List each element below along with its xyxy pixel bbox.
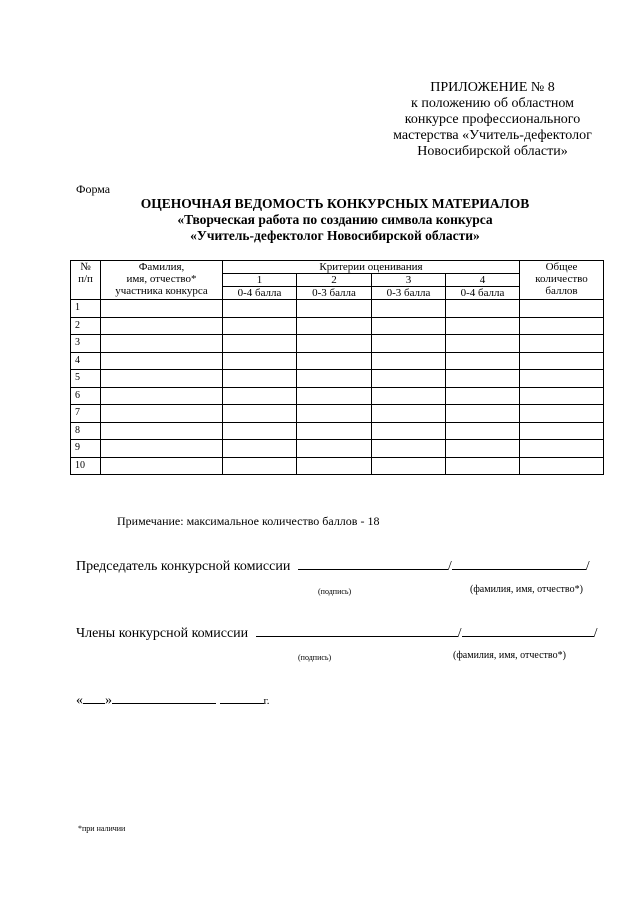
header-participant	[101, 261, 223, 300]
table-cell[interactable]	[520, 335, 604, 353]
table-cell[interactable]	[101, 370, 223, 388]
table-row	[71, 440, 604, 458]
row-number: 5	[71, 370, 101, 388]
table-cell[interactable]	[520, 370, 604, 388]
appendix-line: к положению об областном	[411, 96, 574, 111]
criterion-number: 2	[297, 274, 372, 287]
table-cell[interactable]	[520, 405, 604, 423]
chairman-name-field[interactable]	[452, 556, 586, 570]
appendix-heading	[370, 80, 615, 160]
row-number: 8	[71, 422, 101, 440]
title-line: «Творческая работа по созданию символа конкурса	[177, 212, 493, 227]
table-cell[interactable]	[223, 300, 297, 318]
row-number: 9	[71, 440, 101, 458]
chairman-separator-end: /	[585, 559, 590, 574]
table-cell[interactable]	[446, 387, 520, 405]
table-cell[interactable]	[372, 317, 446, 335]
members-separator: /	[457, 626, 462, 641]
table-cell[interactable]	[101, 457, 223, 475]
appendix-line: ПРИЛОЖЕНИЕ № 8	[430, 80, 555, 95]
table-cell[interactable]	[101, 300, 223, 318]
date-open-quote: «	[76, 693, 83, 708]
date-row	[76, 690, 270, 709]
table-row	[71, 370, 604, 388]
table-cell[interactable]	[101, 352, 223, 370]
appendix-line: мастерства «Учитель-дефектолог	[393, 128, 592, 143]
table-cell[interactable]	[101, 440, 223, 458]
appendix-line: конкурсе профессионального	[404, 112, 581, 127]
criterion-range: 0-4 балла	[446, 287, 520, 300]
table-cell[interactable]	[520, 440, 604, 458]
header-criteria: Критерии оценивания	[223, 261, 520, 274]
table-row	[71, 422, 604, 440]
table-cell[interactable]	[297, 300, 372, 318]
table-row	[71, 405, 604, 423]
table-row	[71, 317, 604, 335]
table-cell[interactable]	[297, 457, 372, 475]
criterion-number: 4	[446, 274, 520, 287]
footnote: *при наличии	[78, 824, 126, 833]
table-cell[interactable]	[372, 370, 446, 388]
criterion-range: 0-4 балла	[223, 287, 297, 300]
table-row	[71, 352, 604, 370]
table-cell[interactable]	[297, 335, 372, 353]
table-cell[interactable]	[372, 422, 446, 440]
table-cell[interactable]	[446, 335, 520, 353]
table-cell[interactable]	[101, 387, 223, 405]
chairman-signature-row	[76, 556, 590, 575]
table-cell[interactable]	[223, 335, 297, 353]
chairman-label: Председатель конкурсной комиссии	[76, 559, 291, 574]
table-cell[interactable]	[372, 457, 446, 475]
members-name-field[interactable]	[462, 623, 594, 637]
document-title	[70, 196, 600, 244]
members-signature-row	[76, 623, 597, 642]
table-cell[interactable]	[297, 370, 372, 388]
table-cell[interactable]	[297, 387, 372, 405]
table-cell[interactable]	[520, 352, 604, 370]
date-year-field[interactable]	[220, 690, 264, 704]
table-cell[interactable]	[372, 300, 446, 318]
table-cell[interactable]	[297, 317, 372, 335]
members-signature-field[interactable]	[256, 623, 458, 637]
row-number: 3	[71, 335, 101, 353]
table-cell[interactable]	[223, 457, 297, 475]
chairman-separator: /	[447, 559, 452, 574]
table-cell[interactable]	[520, 387, 604, 405]
members-signature-caption: (подпись)	[298, 653, 332, 662]
members-separator-end: /	[593, 626, 598, 641]
row-number: 6	[71, 387, 101, 405]
table-cell[interactable]	[446, 370, 520, 388]
row-number: 10	[71, 457, 101, 475]
row-number: 7	[71, 405, 101, 423]
table-cell[interactable]	[372, 387, 446, 405]
table-cell[interactable]	[223, 352, 297, 370]
table-cell[interactable]	[520, 300, 604, 318]
date-day-field[interactable]	[83, 690, 105, 704]
table-cell[interactable]	[101, 422, 223, 440]
table-cell[interactable]	[101, 317, 223, 335]
table-cell[interactable]	[446, 440, 520, 458]
table-cell[interactable]	[223, 317, 297, 335]
header-participant-line: Фамилия,	[138, 261, 185, 273]
table-cell[interactable]	[297, 352, 372, 370]
chairman-signature-caption: (подпись)	[318, 587, 352, 596]
table-cell[interactable]	[297, 405, 372, 423]
header-total-line: баллов	[545, 285, 578, 297]
criterion-range: 0-3 балла	[372, 287, 446, 300]
table-cell[interactable]	[520, 457, 604, 475]
table-cell[interactable]	[446, 405, 520, 423]
header-participant-line: имя, отчество*	[126, 273, 197, 285]
members-label: Члены конкурсной комиссии	[76, 626, 249, 641]
table-cell[interactable]	[372, 440, 446, 458]
table-cell[interactable]	[372, 405, 446, 423]
table-cell[interactable]	[223, 387, 297, 405]
members-name-caption: (фамилия, имя, отчество*)	[453, 650, 566, 661]
table-row	[71, 300, 604, 318]
row-number: 2	[71, 317, 101, 335]
table-cell[interactable]	[446, 300, 520, 318]
appendix-line: Новосибирской области»	[417, 144, 568, 159]
table-cell[interactable]	[446, 317, 520, 335]
table-cell[interactable]	[297, 422, 372, 440]
header-total-line: Общее	[545, 261, 578, 273]
table-cell[interactable]	[223, 422, 297, 440]
title-line: ОЦЕНОЧНАЯ ВЕДОМОСТЬ КОНКУРСНЫХ МАТЕРИАЛОВ	[140, 196, 530, 211]
table-row	[71, 335, 604, 353]
table-cell[interactable]	[297, 440, 372, 458]
criterion-range: 0-3 балла	[297, 287, 372, 300]
header-number	[71, 261, 101, 300]
header-total-line: количество	[535, 273, 588, 285]
table-cell[interactable]	[446, 422, 520, 440]
table-cell[interactable]	[372, 335, 446, 353]
table-row	[71, 457, 604, 475]
chairman-name-caption: (фамилия, имя, отчество*)	[470, 584, 583, 595]
row-number: 4	[71, 352, 101, 370]
criterion-number: 1	[223, 274, 297, 287]
table-row	[71, 387, 604, 405]
form-label: Форма	[76, 182, 111, 196]
table-cell[interactable]	[101, 335, 223, 353]
table-cell[interactable]	[520, 422, 604, 440]
date-close-quote: »	[105, 693, 112, 708]
header-participant-line: участника конкурса	[115, 285, 208, 297]
note: Примечание: максимальное количество баллов - 18	[117, 514, 380, 528]
table-cell[interactable]	[223, 405, 297, 423]
row-number: 1	[71, 300, 101, 318]
date-year-suffix: г.	[263, 695, 270, 707]
date-month-field[interactable]	[112, 690, 216, 704]
table-cell[interactable]	[446, 352, 520, 370]
header-number-line: п/п	[78, 273, 93, 285]
table-cell[interactable]	[372, 352, 446, 370]
chairman-signature-field[interactable]	[298, 556, 448, 570]
title-line: «Учитель-дефектолог Новосибирской области»	[190, 228, 480, 243]
criterion-number: 3	[372, 274, 446, 287]
evaluation-table	[70, 260, 604, 475]
table-cell[interactable]	[223, 440, 297, 458]
table-cell[interactable]	[223, 370, 297, 388]
table-cell[interactable]	[101, 405, 223, 423]
header-total	[520, 261, 604, 300]
table-cell[interactable]	[446, 457, 520, 475]
table-cell[interactable]	[520, 317, 604, 335]
header-number-line: №	[80, 261, 91, 273]
